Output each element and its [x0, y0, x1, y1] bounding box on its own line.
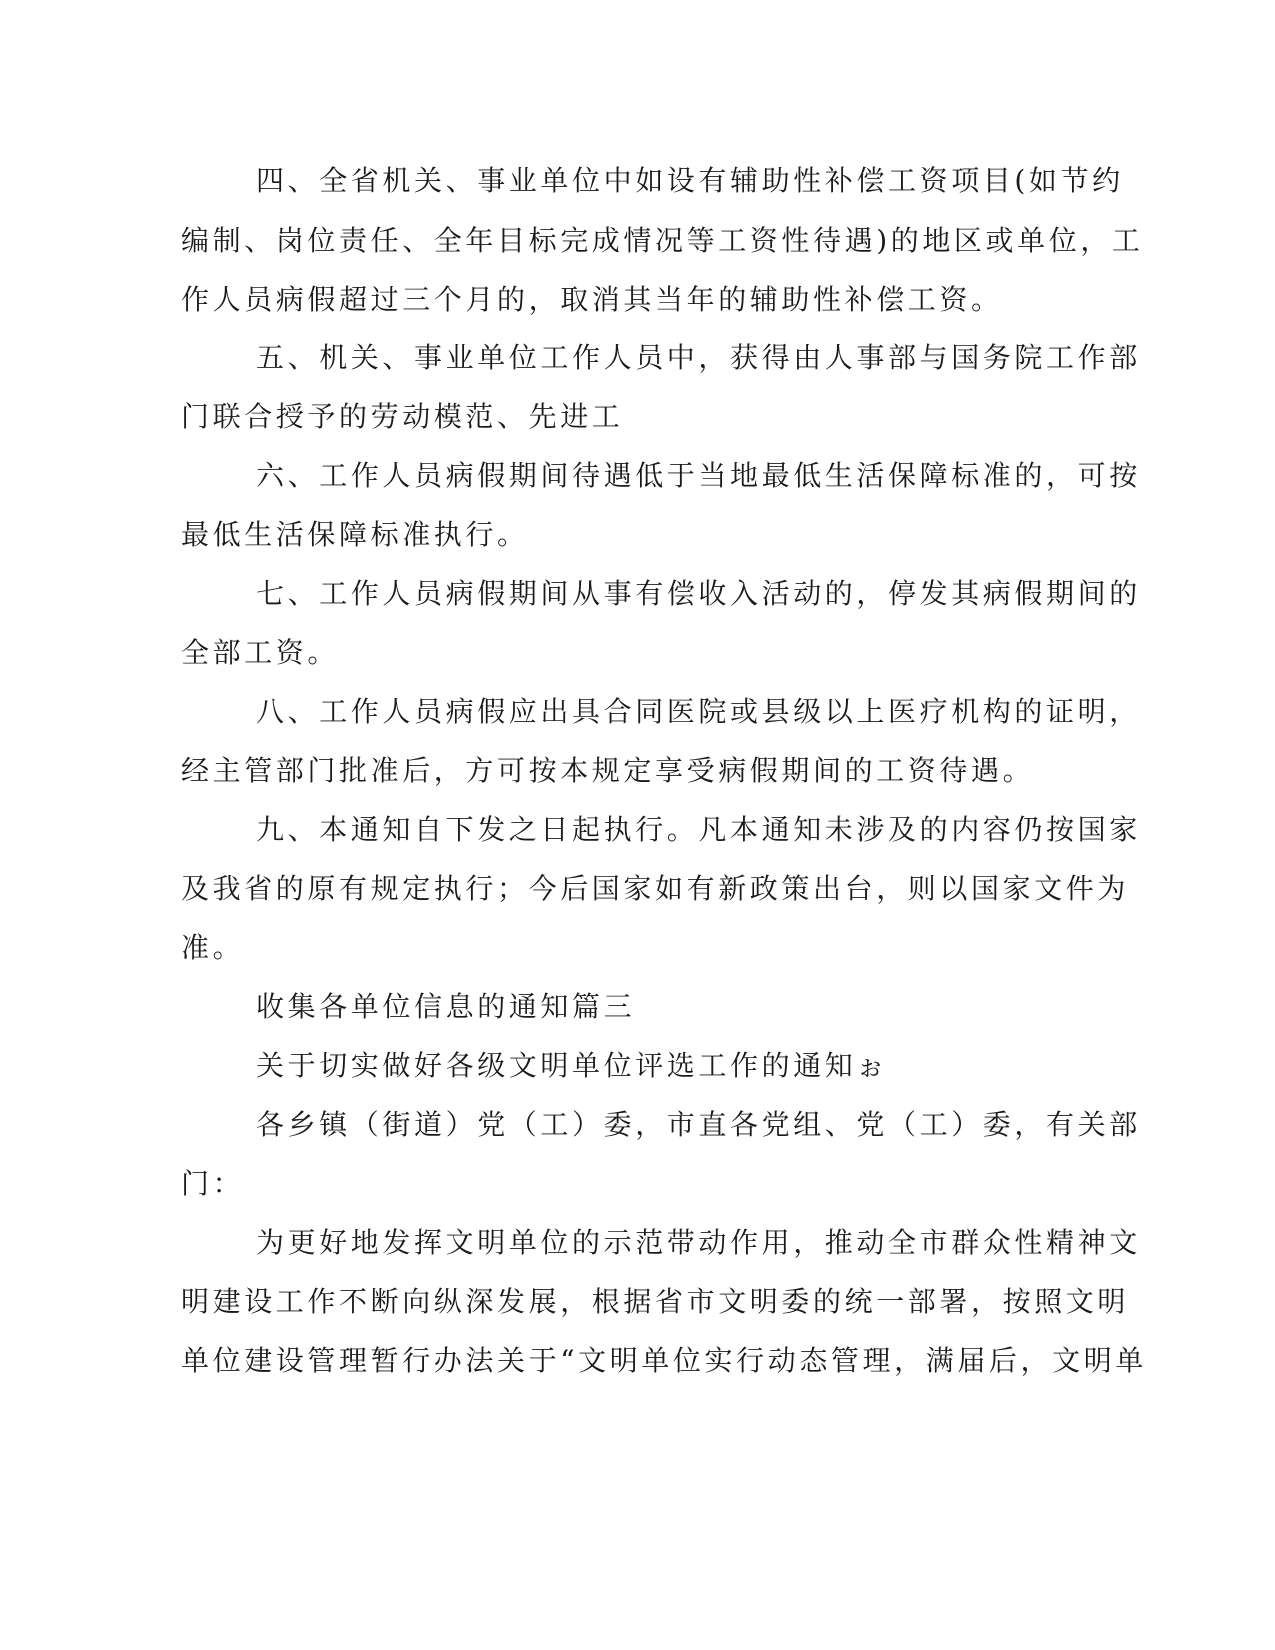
paragraph-4-line-2: 编制、岗位责任、全年目标完成情况等工资性待遇)的地区或单位，工	[181, 224, 1144, 257]
paragraph-8-line-1: 八、工作人员病假应出具合同医院或县级以上医疗机构的证明，	[256, 695, 1141, 728]
paragraph-4-line-3: 作人员病假超过三个月的，取消其当年的辅助性补偿工资。	[181, 283, 1003, 316]
body-paragraph-line-2: 明建设工作不断向纵深发展，根据省市文明委的统一部署，按照文明	[181, 1285, 1130, 1318]
paragraph-9-line-2: 及我省的原有规定执行；今后国家如有新政策出台，则以国家文件为	[181, 872, 1130, 905]
body-paragraph-line-3: 单位建设管理暂行办法关于“文明单位实行动态管理，满届后，文明单	[181, 1344, 1147, 1377]
section-heading: 收集各单位信息的通知篇三	[256, 990, 636, 1023]
paragraph-6-line-2: 最低生活保障标准执行。	[181, 518, 529, 551]
paragraph-9-line-3: 准。	[181, 931, 245, 964]
paragraph-8-line-2: 经主管部门批准后，方可按本规定享受病假期间的工资待遇。	[181, 754, 1035, 787]
addressee-line-1: 各乡镇（街道）党（工）委，市直各党组、党（工）委，有关部	[256, 1108, 1141, 1141]
paragraph-4-line-1: 四、全省机关、事业单位中如设有辅助性补偿工资项目(如节约	[256, 164, 1124, 197]
paragraph-7-line-2: 全部工资。	[181, 636, 340, 669]
addressee-line-2: 门：	[181, 1167, 245, 1200]
paragraph-9-line-1: 九、本通知自下发之日起执行。凡本通知未涉及的内容仍按国家	[256, 813, 1141, 846]
paragraph-5-line-1: 五、机关、事业单位工作人员中，获得由人事部与国务院工作部	[256, 341, 1141, 374]
paragraph-6-line-1: 六、工作人员病假期间待遇低于当地最低生活保障标准的，可按	[256, 459, 1141, 492]
notice-title: 关于切实做好各级文明单位评选工作的通知ぉ	[256, 1049, 889, 1082]
paragraph-5-line-2: 门联合授予的劳动模范、先进工	[181, 400, 624, 433]
body-paragraph-line-1: 为更好地发挥文明单位的示范带动作用，推动全市群众性精神文	[256, 1226, 1141, 1259]
paragraph-7-line-1: 七、工作人员病假期间从事有偿收入活动的，停发其病假期间的	[256, 577, 1141, 610]
